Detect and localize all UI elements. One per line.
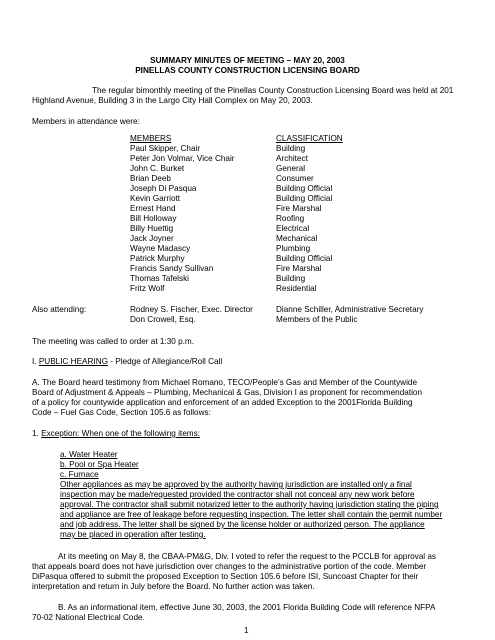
- member-classification: Fire Marshal: [276, 264, 322, 273]
- member-name: Billy Huettig: [130, 224, 174, 233]
- member-classification: Plumbing: [276, 244, 311, 253]
- member-classification: Architect: [276, 154, 308, 163]
- document-title-line-1: SUMMARY MINUTES OF MEETING – MAY 20, 2003: [150, 56, 345, 65]
- member-name: Francis Sandy Sullivan: [130, 264, 214, 273]
- member-name: Patrick Murphy: [130, 254, 185, 263]
- member-name: Brian Deeb: [130, 174, 171, 183]
- member-name: Peter Jon Volmar, Vice Chair: [130, 154, 235, 163]
- para-may8-line-4: interpretation and return in July before the Board. No further action was taken.: [32, 582, 315, 591]
- member-classification: Building Official: [276, 184, 333, 193]
- member-classification: Fire Marshal: [276, 204, 322, 213]
- member-name: Jack Joyner: [130, 234, 174, 243]
- para-a-line-1: A. The Board heard testimony from Michael Romano, TECO/People’s Gas and Member of the Countywide: [32, 378, 417, 387]
- document-title-line-2: PINELLAS COUNTY CONSTRUCTION LICENSING BOARD: [135, 66, 360, 75]
- intro-line-2: Highland Avenue, Building 3 in the Largo City Hall Complex on May 20, 2003.: [32, 96, 313, 105]
- exception-body-line-5: and job address. The letter shall be signed by the license holder or authorized person. The appliance: [60, 520, 425, 529]
- intro-line-1: The regular bimonthly meeting of the Pinellas County Construction Licensing Board was held at 201: [92, 86, 454, 95]
- member-classification: Building Official: [276, 254, 333, 263]
- exception-body-line-2: inspection may be made/requested provided the contractor shall not conceal any new work before: [60, 490, 415, 499]
- para-may8-line-1: At its meeting on May 8, the CBAA-PM&G, Div. I voted to refer the request to the PCCLB for approval as: [58, 552, 437, 561]
- section-1-suffix: - Pledge of Allegiance/Roll Call: [107, 357, 223, 366]
- member-classification: Mechanical: [276, 234, 318, 243]
- para-a-line-4: Code – Fuel Gas Code, Section 105.6 as follows:: [32, 408, 211, 417]
- also-attending-right-1: Dianne Schiller, Administrative Secretary: [276, 305, 424, 314]
- member-name: Joseph Di Pasqua: [130, 184, 197, 193]
- page-number: 1: [244, 626, 249, 635]
- exception-body-line-3: approval. The contractor shall submit notarized letter to the authority having jurisdiction stating the piping: [60, 500, 439, 509]
- member-name: John C. Burket: [130, 164, 185, 173]
- exception-body-line-6: may be placed in operation after testing.: [60, 530, 206, 539]
- para-may8-line-2: that appeals board does not have jurisdiction over changes to the administrative portion of the code. Member: [32, 562, 427, 571]
- section-1-heading: [32, 357, 222, 367]
- member-name: Kevin Garriott: [130, 194, 181, 203]
- para-may8-line-3: DiPasqua offered to submit the proposed Exception to Section 105.6 before ISI, Suncoast Chapter for their: [32, 572, 419, 581]
- para-b-line-1: B. As an informational item, effective June 30, 2003, the 2001 Florida Building Code will reference NFPA: [58, 603, 436, 612]
- exception-title: Exception: When one of the following items:: [41, 429, 200, 438]
- para-b-line-2: 70-02 National Electrical Code.: [32, 613, 145, 622]
- member-name: Wayne Madascy: [130, 244, 191, 253]
- also-attending-left-1: Rodney S. Fischer, Exec. Director: [130, 305, 253, 314]
- classification-header: CLASSIFICATION: [276, 134, 343, 143]
- member-name: Bill Holloway: [130, 214, 177, 223]
- members-name-list: [130, 144, 235, 294]
- member-name: Thomas Tafelski: [130, 274, 190, 283]
- attendance-label: Members in attendance were:: [32, 117, 140, 126]
- member-classification: Building: [276, 144, 306, 153]
- exception-number: 1.: [32, 429, 42, 438]
- also-attending-left-2: Don Crowell, Esq.: [130, 315, 196, 324]
- exception-body-line-4: and appliance are free of leakage before requesting inspection. The letter shall contain the permit number: [60, 510, 443, 519]
- para-a-line-2: Board of Adjustment & Appeals – Plumbing, Mechanical & Gas, Division I as proponent for recommendation: [32, 388, 423, 397]
- called-to-order: The meeting was called to order at 1:30 p.m.: [32, 337, 195, 346]
- members-classification-list: [276, 144, 332, 294]
- section-1-prefix: I.: [32, 357, 39, 366]
- member-name: Paul Skipper, Chair: [130, 144, 201, 153]
- members-header: MEMBERS: [130, 134, 172, 143]
- member-classification: Electrical: [276, 224, 310, 233]
- exception-item-b: b. Pool or Spa Heater: [60, 460, 139, 469]
- member-name: Fritz Wolf: [130, 284, 165, 293]
- member-classification: Building Official: [276, 194, 333, 203]
- section-1-title: PUBLIC HEARING: [38, 357, 108, 366]
- also-attending-label: Also attending:: [32, 305, 87, 314]
- exception-body-line-1: Other appliances as may be approved by the authority having jurisdiction are installed only a final: [60, 480, 412, 489]
- member-classification: Roofing: [276, 214, 305, 223]
- member-classification: Residential: [276, 284, 317, 293]
- exception-heading: [32, 429, 200, 439]
- member-classification: General: [276, 164, 306, 173]
- para-a-line-3: of a policy for countywide application and enforcement of an added Exception to the 2001Florida Building: [32, 398, 413, 407]
- also-attending-right-2: Members of the Public: [276, 315, 358, 324]
- member-classification: Consumer: [276, 174, 314, 183]
- exception-item-c: c. Furnace: [60, 470, 99, 479]
- member-name: Ernest Hand: [130, 204, 176, 213]
- exception-item-a: a. Water Heater: [60, 450, 118, 459]
- member-classification: Building: [276, 274, 306, 283]
